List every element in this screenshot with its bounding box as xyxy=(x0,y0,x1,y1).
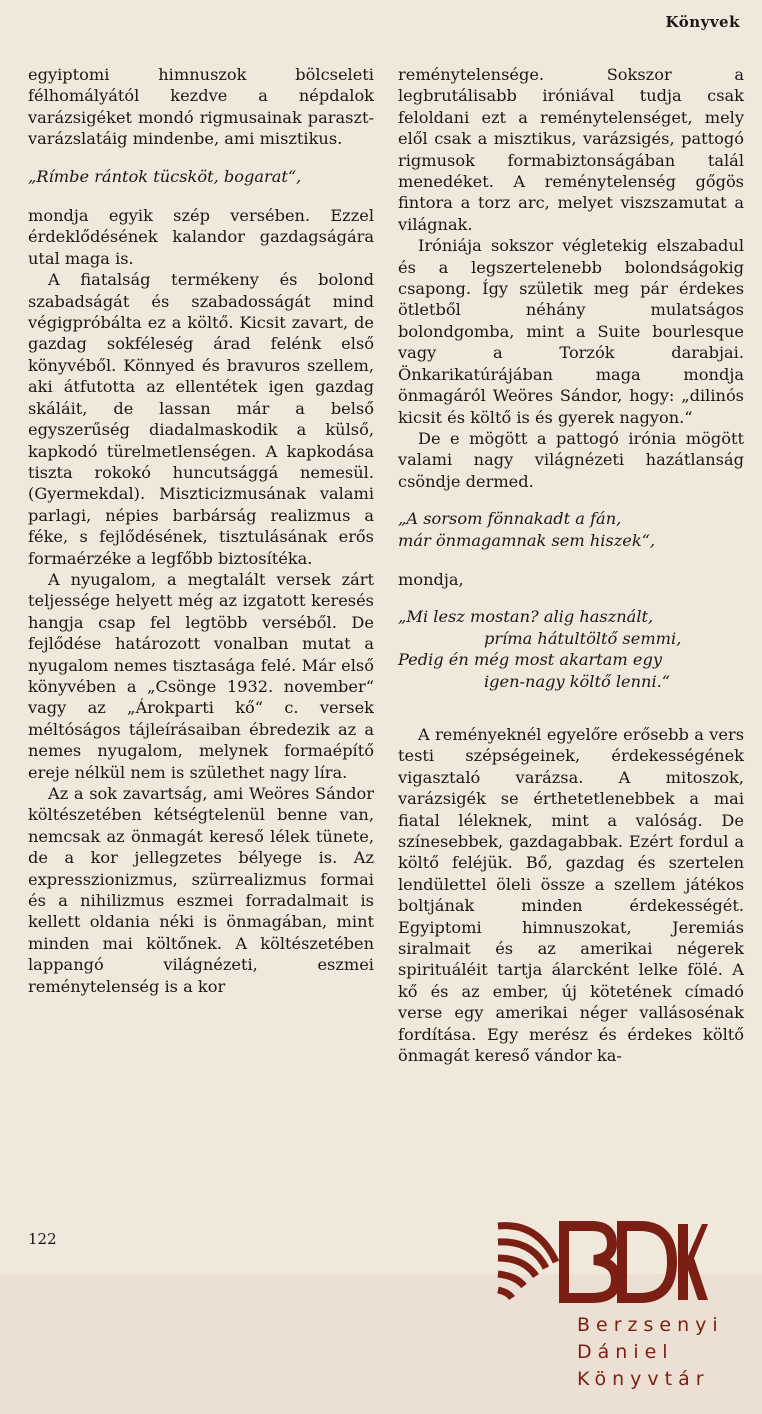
paragraph: A reményeknél egyelőre erősebb a vers testi szépségeinek, érdekességének vigasztaló varázsa. A mitoszok, varázsigék se érthetetlenebbek a mai fiatal léleknek, mint a valóság. De színesebbek, gazdagabbak. Ezért fordul a költő feléjük. Bő, gazdag és szertelen lendülettel öleli össze a szellem játékos boltjának minden érdekességét. Egyiptomi himnuszokat, Jeremiás siralmait és az amerikai négerek spirituáléit tartja álarcként lelke fölé. A kő és az ember, új kötetének címadó verse egy amerikai néger vallásosénak fordítása. Egy merész és érdekes költő önmagát kereső vándor ka- xyxy=(398,724,744,1066)
paragraph: egyiptomi himnuszok bölcseleti félhomályától kezdve a népdalok varázsigéket mondó rigmusainak paraszt-varázslatáig mindenbe, ami misztikus. xyxy=(28,65,374,149)
paragraph: Iróniája sokszor végletekig elszabadul és a legszertelenebb bolondságokig csapong. Így születik meg pár érdekes ötletből néhány mulatságos bolondgomba, mint a Suite bourlesque vagy a Torzók darabjai. Önkarikatúrájában maga mondja önmagáról Weöres Sándor, hogy: „dilinós kicsit és költő is és gyerek nagyon.“ xyxy=(398,236,744,427)
right-column xyxy=(398,64,744,1066)
verse-line: már önmagamnak sem hiszek“, xyxy=(398,530,656,550)
verse-quote xyxy=(398,508,744,551)
verse-quote xyxy=(398,606,744,692)
left-column xyxy=(28,64,374,997)
paragraph: De e mögött a pattogó irónia mögött valami nagy világnézeti hazátlanság csöndje dermed. xyxy=(398,428,744,491)
verse-line: „A sorsom fönnakadt a fán, xyxy=(398,509,622,529)
verse-line: „Rímbe rántok tücsköt, bogarat“, xyxy=(28,166,302,186)
paragraph: mondja egyik szép versében. Ezzel érdeklődésének kalandor gazdagságára utal maga is. xyxy=(28,206,374,268)
library-name xyxy=(577,1312,724,1393)
library-name-line: Könyvtár xyxy=(577,1368,710,1390)
verse-line: príma hátultöltő semmi, xyxy=(484,628,682,648)
library-name-line: Dániel xyxy=(577,1341,674,1363)
section-header: Könyvek xyxy=(665,13,740,31)
paragraph: A nyugalom, a megtalált versek zárt teljessége helyett még az izgatott keresés hangja csap fel legtöbb verséből. De fejlődése határozott vonalban mutat a nyugalom nemes tisztasága felé. Már első könyvében a „Csönge 1932. november“ vagy az „Árokparti kő“ c. versek méltóságos tájleírásaiban ébredezik az a nemes nyugalom, melynek formaépítő ereje nélkül nem is születhet nagy líra. xyxy=(28,569,374,782)
verse-line: Pedig én még most akartam egy xyxy=(398,650,663,670)
verse-quote xyxy=(28,166,374,187)
library-name-line: Berzsenyi xyxy=(577,1314,724,1336)
verse-line: „Mi lesz mostan? alig használt, xyxy=(398,607,654,627)
paragraph: mondja, xyxy=(398,569,464,589)
library-logo xyxy=(494,1218,708,1306)
paragraph: reménytelensége. Sokszor a legbrutálisabb iróniával tudja csak feloldani ezt a reménytelenséget, mely elől csak a misztikus, varázsigés, pattogó rigmusok formabiztonságában talál menedéket. A reménytelenség gőgös fintora a torz arc, melyet viszszamutat a világnak. xyxy=(398,65,744,234)
page-number: 122 xyxy=(28,1230,57,1248)
paragraph: Az a sok zavartság, ami Weöres Sándor költészetében kétségtelenül benne van, nemcsak az önmagát kereső lélek tünete, de a kor jellegzetes bélyege is. Az expresszionizmus, szürrealizmus formai és a nihilizmus eszmei forradalmait is kellett oldania néki is önmagában, mint minden mai költőnek. A költészetében lappangó világnézeti, eszmei reménytelenség is a kor xyxy=(28,784,374,996)
paragraph: A fiatalság termékeny és bolond szabadságát és szabadosságát mind végigpróbálta ez a költő. Kicsit zavart, de gazdag sokféleség árad felénk első könyvéből. Könnyed és bravuros szellem, aki átfutotta az ellentétek igen gazdag skáláit, de lassan már a belső egyszerűség diadalmaskodik a külső, kapkodó türelmetlenségen. A kapkodása tiszta rokokó huncutsággá nemesül. (Gyermekdal). Miszticizmusának valami parlagi, népies barbárság realizmus a féke, s fejlődésének, tisztulásának erős formaérzéke a legfőbb biztosítéka. xyxy=(28,270,374,568)
verse-line: igen-nagy költő lenni.“ xyxy=(484,671,671,691)
